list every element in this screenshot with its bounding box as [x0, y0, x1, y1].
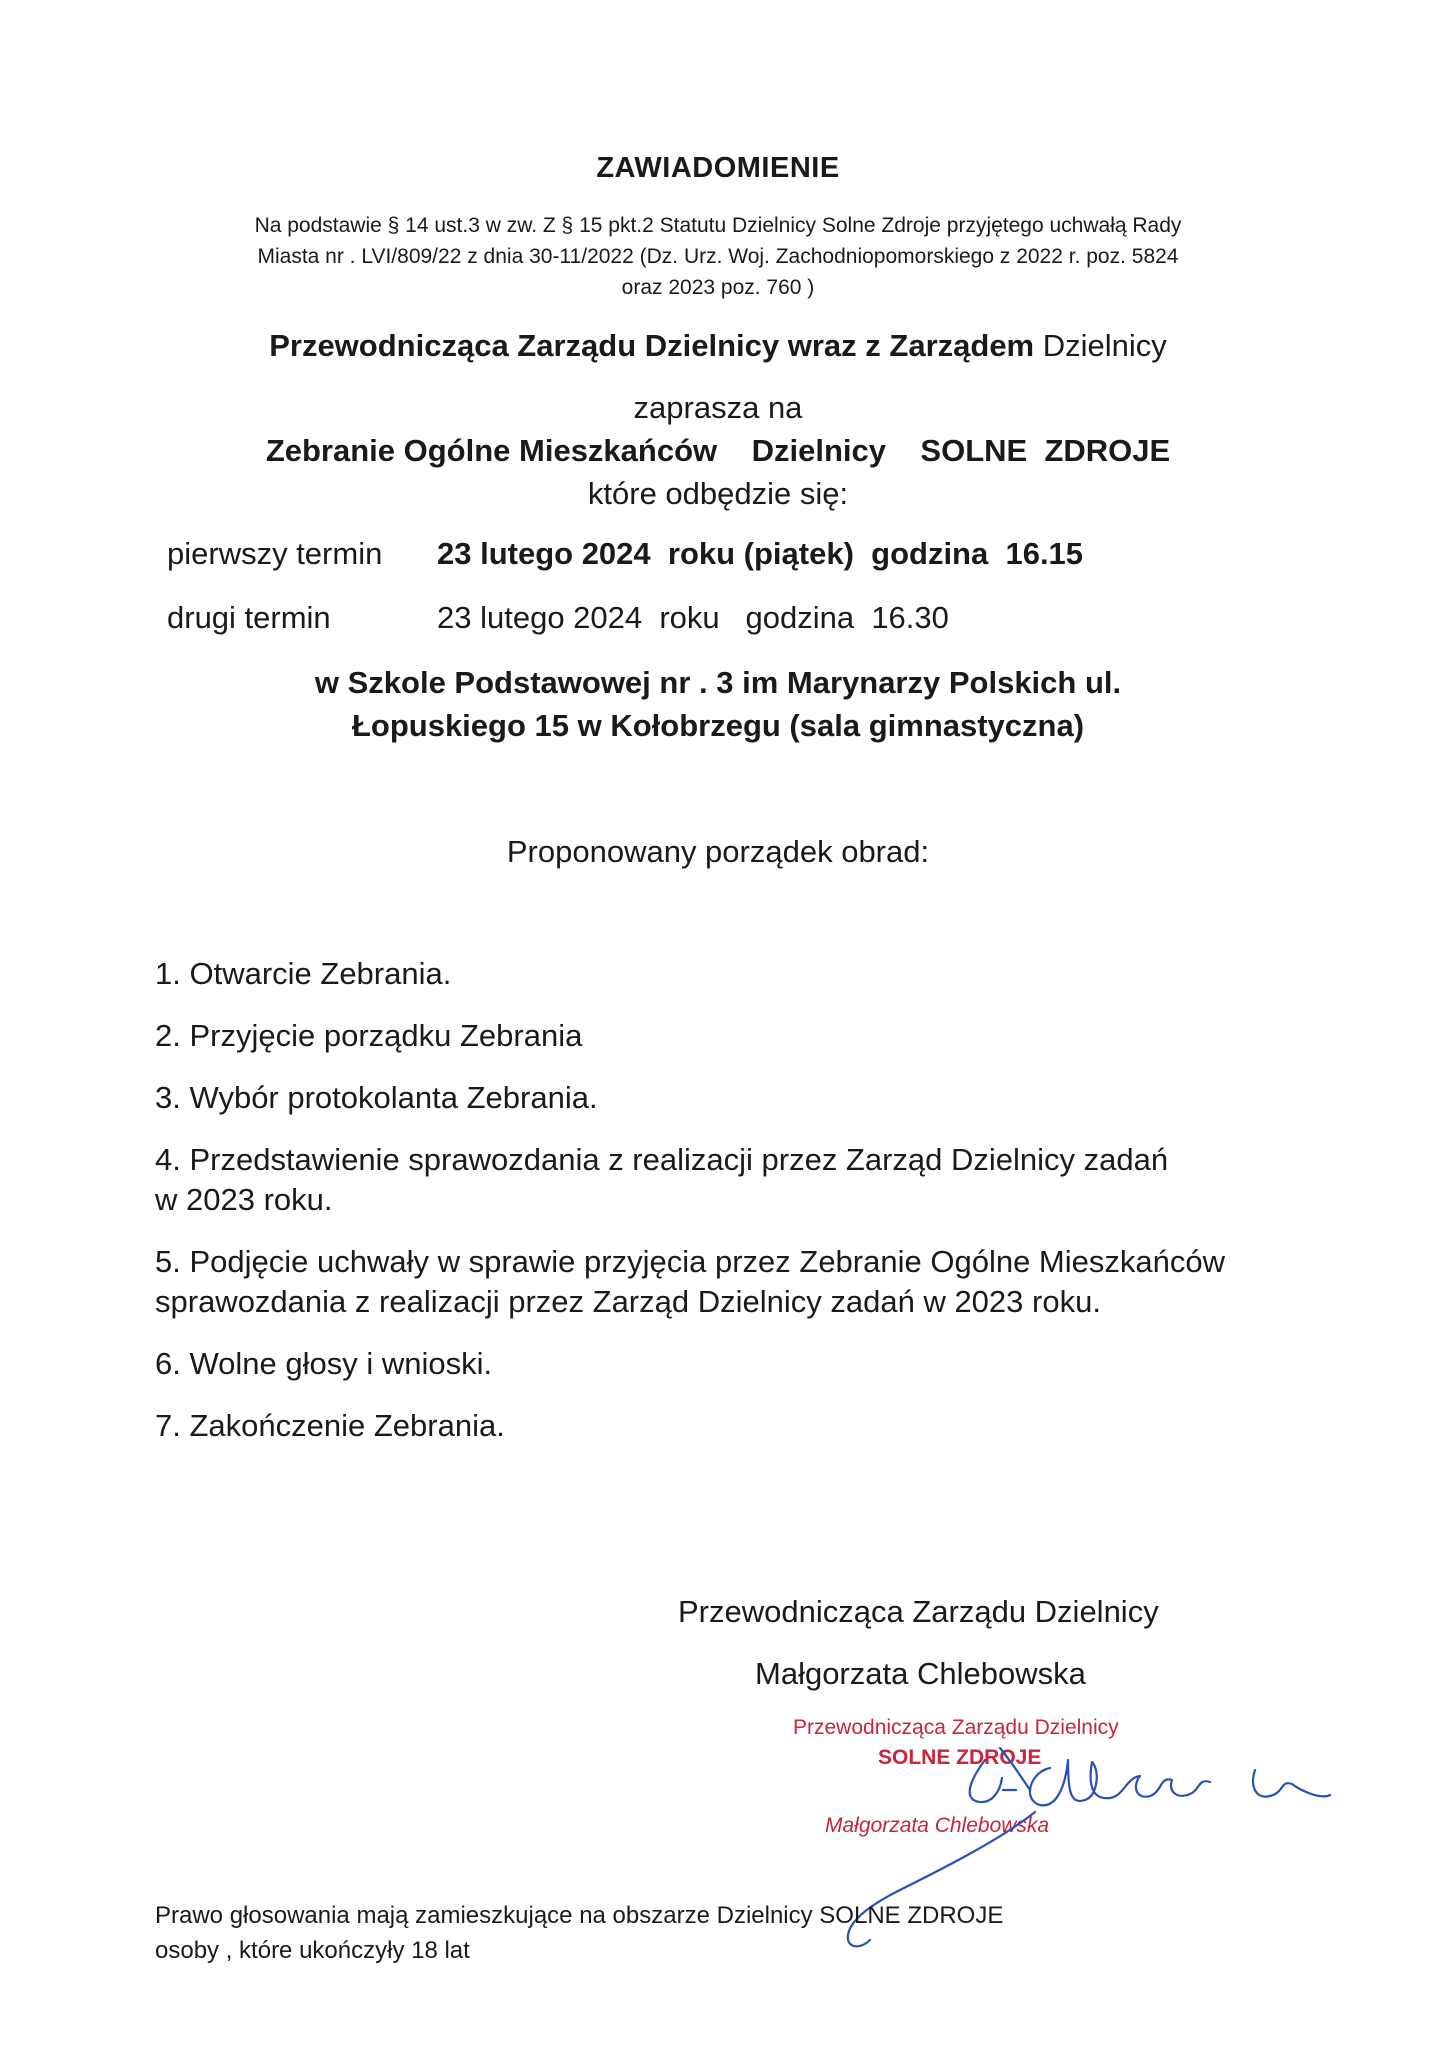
agenda-item-1: 1. Otwarcie Zebrania. [155, 956, 452, 991]
invite-text: zaprasza na [633, 390, 803, 425]
legal-basis-line-2: Miasta nr . LVI/809/22 z dnia 30-11/2022 (Dz. Urz. Woj. Zachodniopomorskiego z 2022 r. poz. 5824 [257, 245, 1179, 268]
agenda-item-7: 7. Zakończenie Zebrania. [155, 1408, 505, 1443]
agenda-item-2: 2. Przyjęcie porządku Zebrania [155, 1018, 583, 1053]
footer-line-2: osoby , które ukończyły 18 lat [155, 1937, 470, 1964]
legal-basis-line-1: Na podstawie § 14 ust.3 w zw. Z § 15 pkt.2 Statutu Dzielnicy Solne Zdroje przyjętego uchwałą Rady [254, 214, 1182, 237]
stamp-line-3: Małgorzata Chlebowska [825, 1814, 1050, 1837]
organizer-normal: Dzielnicy [1034, 328, 1167, 363]
second-term-value: 23 lutego 2024 roku godzina 16.30 [437, 600, 949, 635]
organizer-bold: Przewodnicząca Zarządu Dzielnicy wraz z Zarządem [269, 328, 1035, 363]
meeting-name: Zebranie Ogólne Mieszkańców Dzielnicy SOLNE ZDROJE [265, 433, 1171, 468]
voting-rights-note [155, 1898, 1003, 1968]
location-line-2: Łopuskiego 15 w Kołobrzegu (sala gimnastyczna) [351, 708, 1085, 743]
first-term-value: 23 lutego 2024 roku (piątek) godzina 16.15 [437, 536, 1084, 571]
agenda-title: Proponowany porządek obrad: [506, 834, 930, 869]
agenda-item-4: 4. Przedstawienie sprawozdania z realizacji przez Zarząd Dzielnicy zadań w 2023 roku. [155, 1142, 1169, 1217]
will-take-place-text: które odbędzie się: [587, 476, 849, 511]
agenda-item-3: 3. Wybór protokolanta Zebrania. [155, 1080, 598, 1115]
signatory-name: Małgorzata Chlebowska [755, 1656, 1086, 1691]
second-term-label: drugi termin [167, 600, 331, 635]
stamp-line-1: Przewodnicząca Zarządu Dzielnicy [793, 1716, 1119, 1739]
location-line-1: w Szkole Podstawowej nr . 3 im Marynarzy Polskich ul. [314, 665, 1122, 700]
legal-basis-line-3: oraz 2023 poz. 760 ) [621, 276, 815, 299]
first-term-label: pierwszy termin [167, 536, 383, 571]
stamp-line-2: SOLNE ZDROJE [878, 1746, 1042, 1769]
agenda-item-6: 6. Wolne głosy i wnioski. [155, 1346, 493, 1381]
footer-line-1: Prawo głosowania mają zamieszkujące na obszarze Dzielnicy SOLNE ZDROJE [155, 1902, 1004, 1929]
agenda-item-5: 5. Podjęcie uchwały w sprawie przyjęcia przez Zebranie Ogólne Mieszkańców sprawozdania z realizacji przez Zarząd Dzielnicy zadań w 2023 roku. [155, 1244, 1225, 1319]
signatory-role: Przewodnicząca Zarządu Dzielnicy [678, 1594, 1159, 1629]
document-title: ZAWIADOMIENIE [596, 152, 840, 184]
